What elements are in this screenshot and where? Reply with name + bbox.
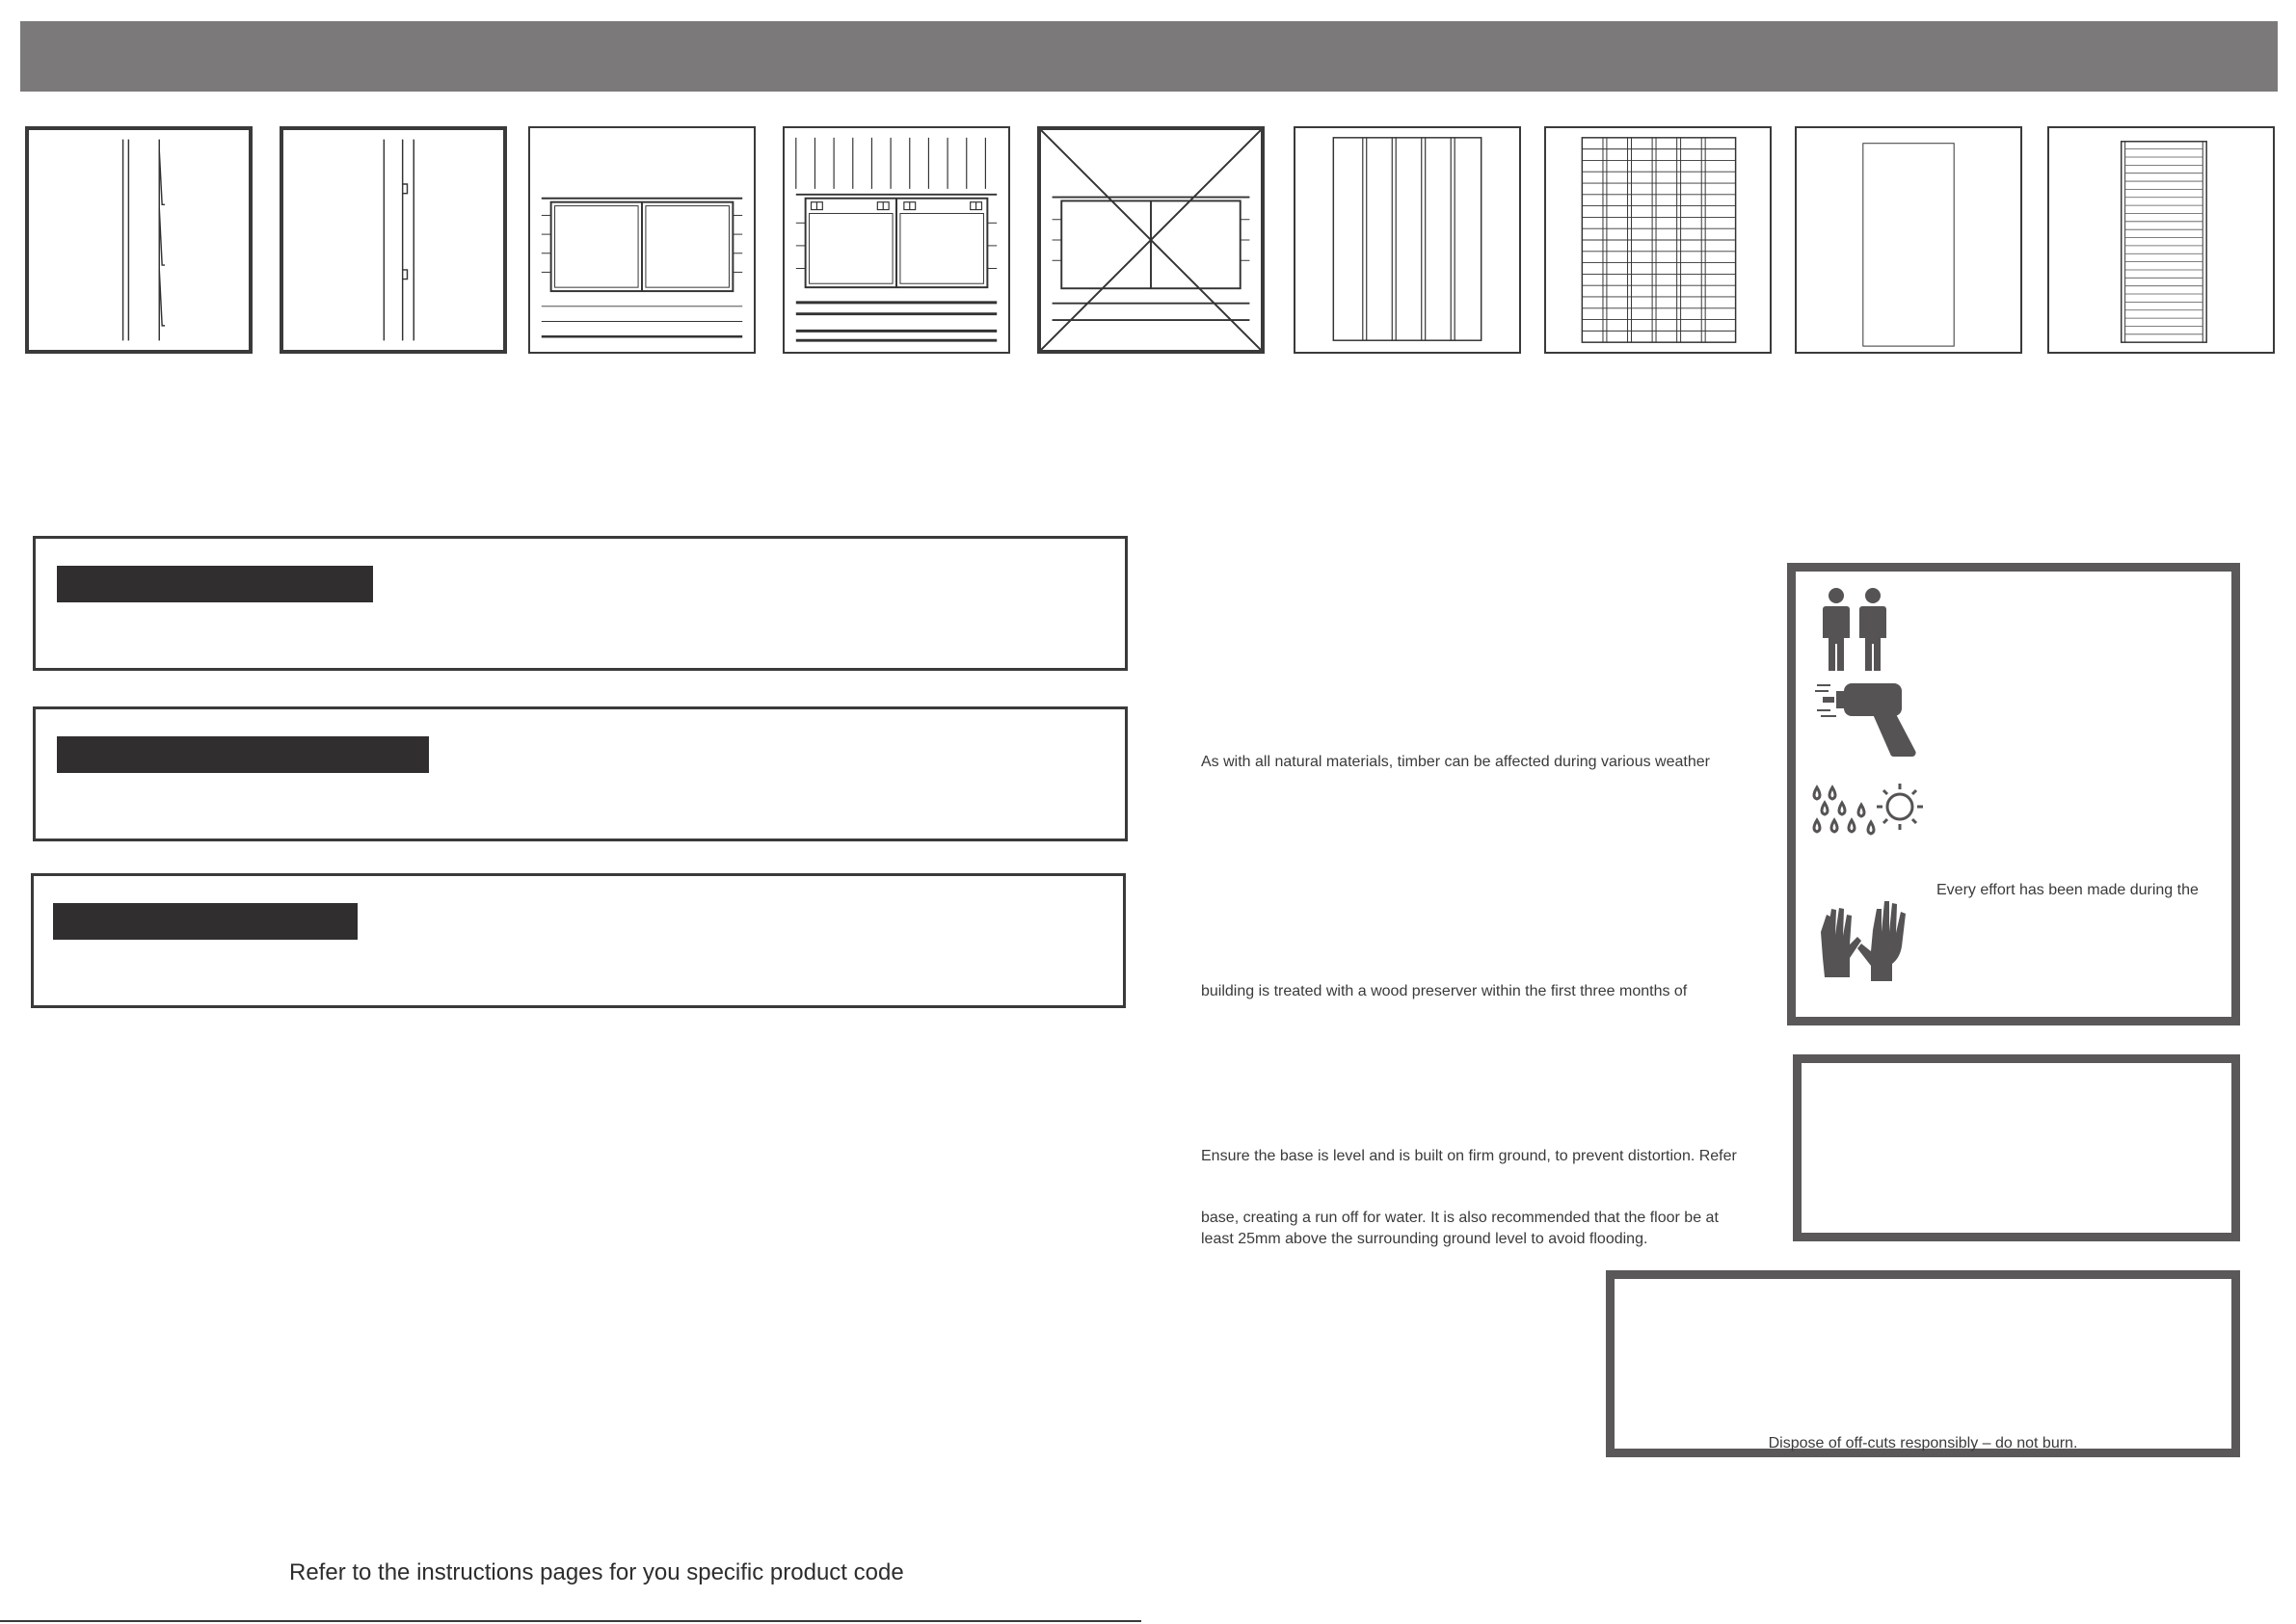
grid-panel-diagram bbox=[1544, 126, 1772, 354]
overlap-cladding-diagram bbox=[25, 126, 253, 354]
section-heading-bar bbox=[53, 903, 358, 940]
section-box-2 bbox=[33, 706, 1128, 841]
advice-effort-text: Every effort has been made during the bbox=[1936, 882, 2199, 898]
header-bar bbox=[20, 21, 2278, 92]
drill-icon bbox=[1815, 678, 1923, 759]
footer-instructions-text: Refer to the instructions pages for you specific product code bbox=[289, 1559, 904, 1585]
base-note-line-2: base, creating a run off for water. It is also recommended that the floor be at bbox=[1201, 1210, 1719, 1226]
preserver-note: building is treated with a wood preserver within the first three months of bbox=[1201, 983, 1688, 999]
vertical-boards-panel-diagram bbox=[1294, 126, 1521, 354]
weather-note: As with all natural materials, timber can be affected during various weather bbox=[1201, 754, 1710, 770]
two-people-icon bbox=[1821, 587, 1888, 676]
base-note-line-1: Ensure the base is level and is built on firm ground, to prevent distortion. Refer bbox=[1201, 1148, 1737, 1164]
window-panel-with-fixings-diagram bbox=[783, 126, 1010, 354]
bottom-rule bbox=[0, 1620, 1141, 1622]
section-box-3 bbox=[31, 873, 1126, 1008]
section-heading-bar bbox=[57, 736, 429, 773]
window-panel-diagram bbox=[528, 126, 756, 354]
crossed-out-window-panel-diagram bbox=[1037, 126, 1265, 354]
horizontal-slat-panel-diagram bbox=[2047, 126, 2275, 354]
disposal-box bbox=[1606, 1270, 2240, 1457]
rain-sun-icon bbox=[1809, 782, 1929, 855]
blank-info-box bbox=[1793, 1054, 2240, 1241]
advice-box bbox=[1787, 563, 2240, 1025]
gloves-icon bbox=[1815, 893, 1919, 986]
bottom-fragment bbox=[1178, 1618, 1332, 1624]
section-box-1 bbox=[33, 536, 1128, 671]
disposal-text: Dispose of off-cuts responsibly – do not burn. bbox=[1768, 1435, 2078, 1451]
plain-panel-diagram bbox=[1795, 126, 2022, 354]
base-note-line-3: least 25mm above the surrounding ground level to avoid flooding. bbox=[1201, 1231, 1648, 1247]
section-heading-bar bbox=[57, 566, 373, 602]
tongue-groove-cladding-diagram bbox=[280, 126, 507, 354]
